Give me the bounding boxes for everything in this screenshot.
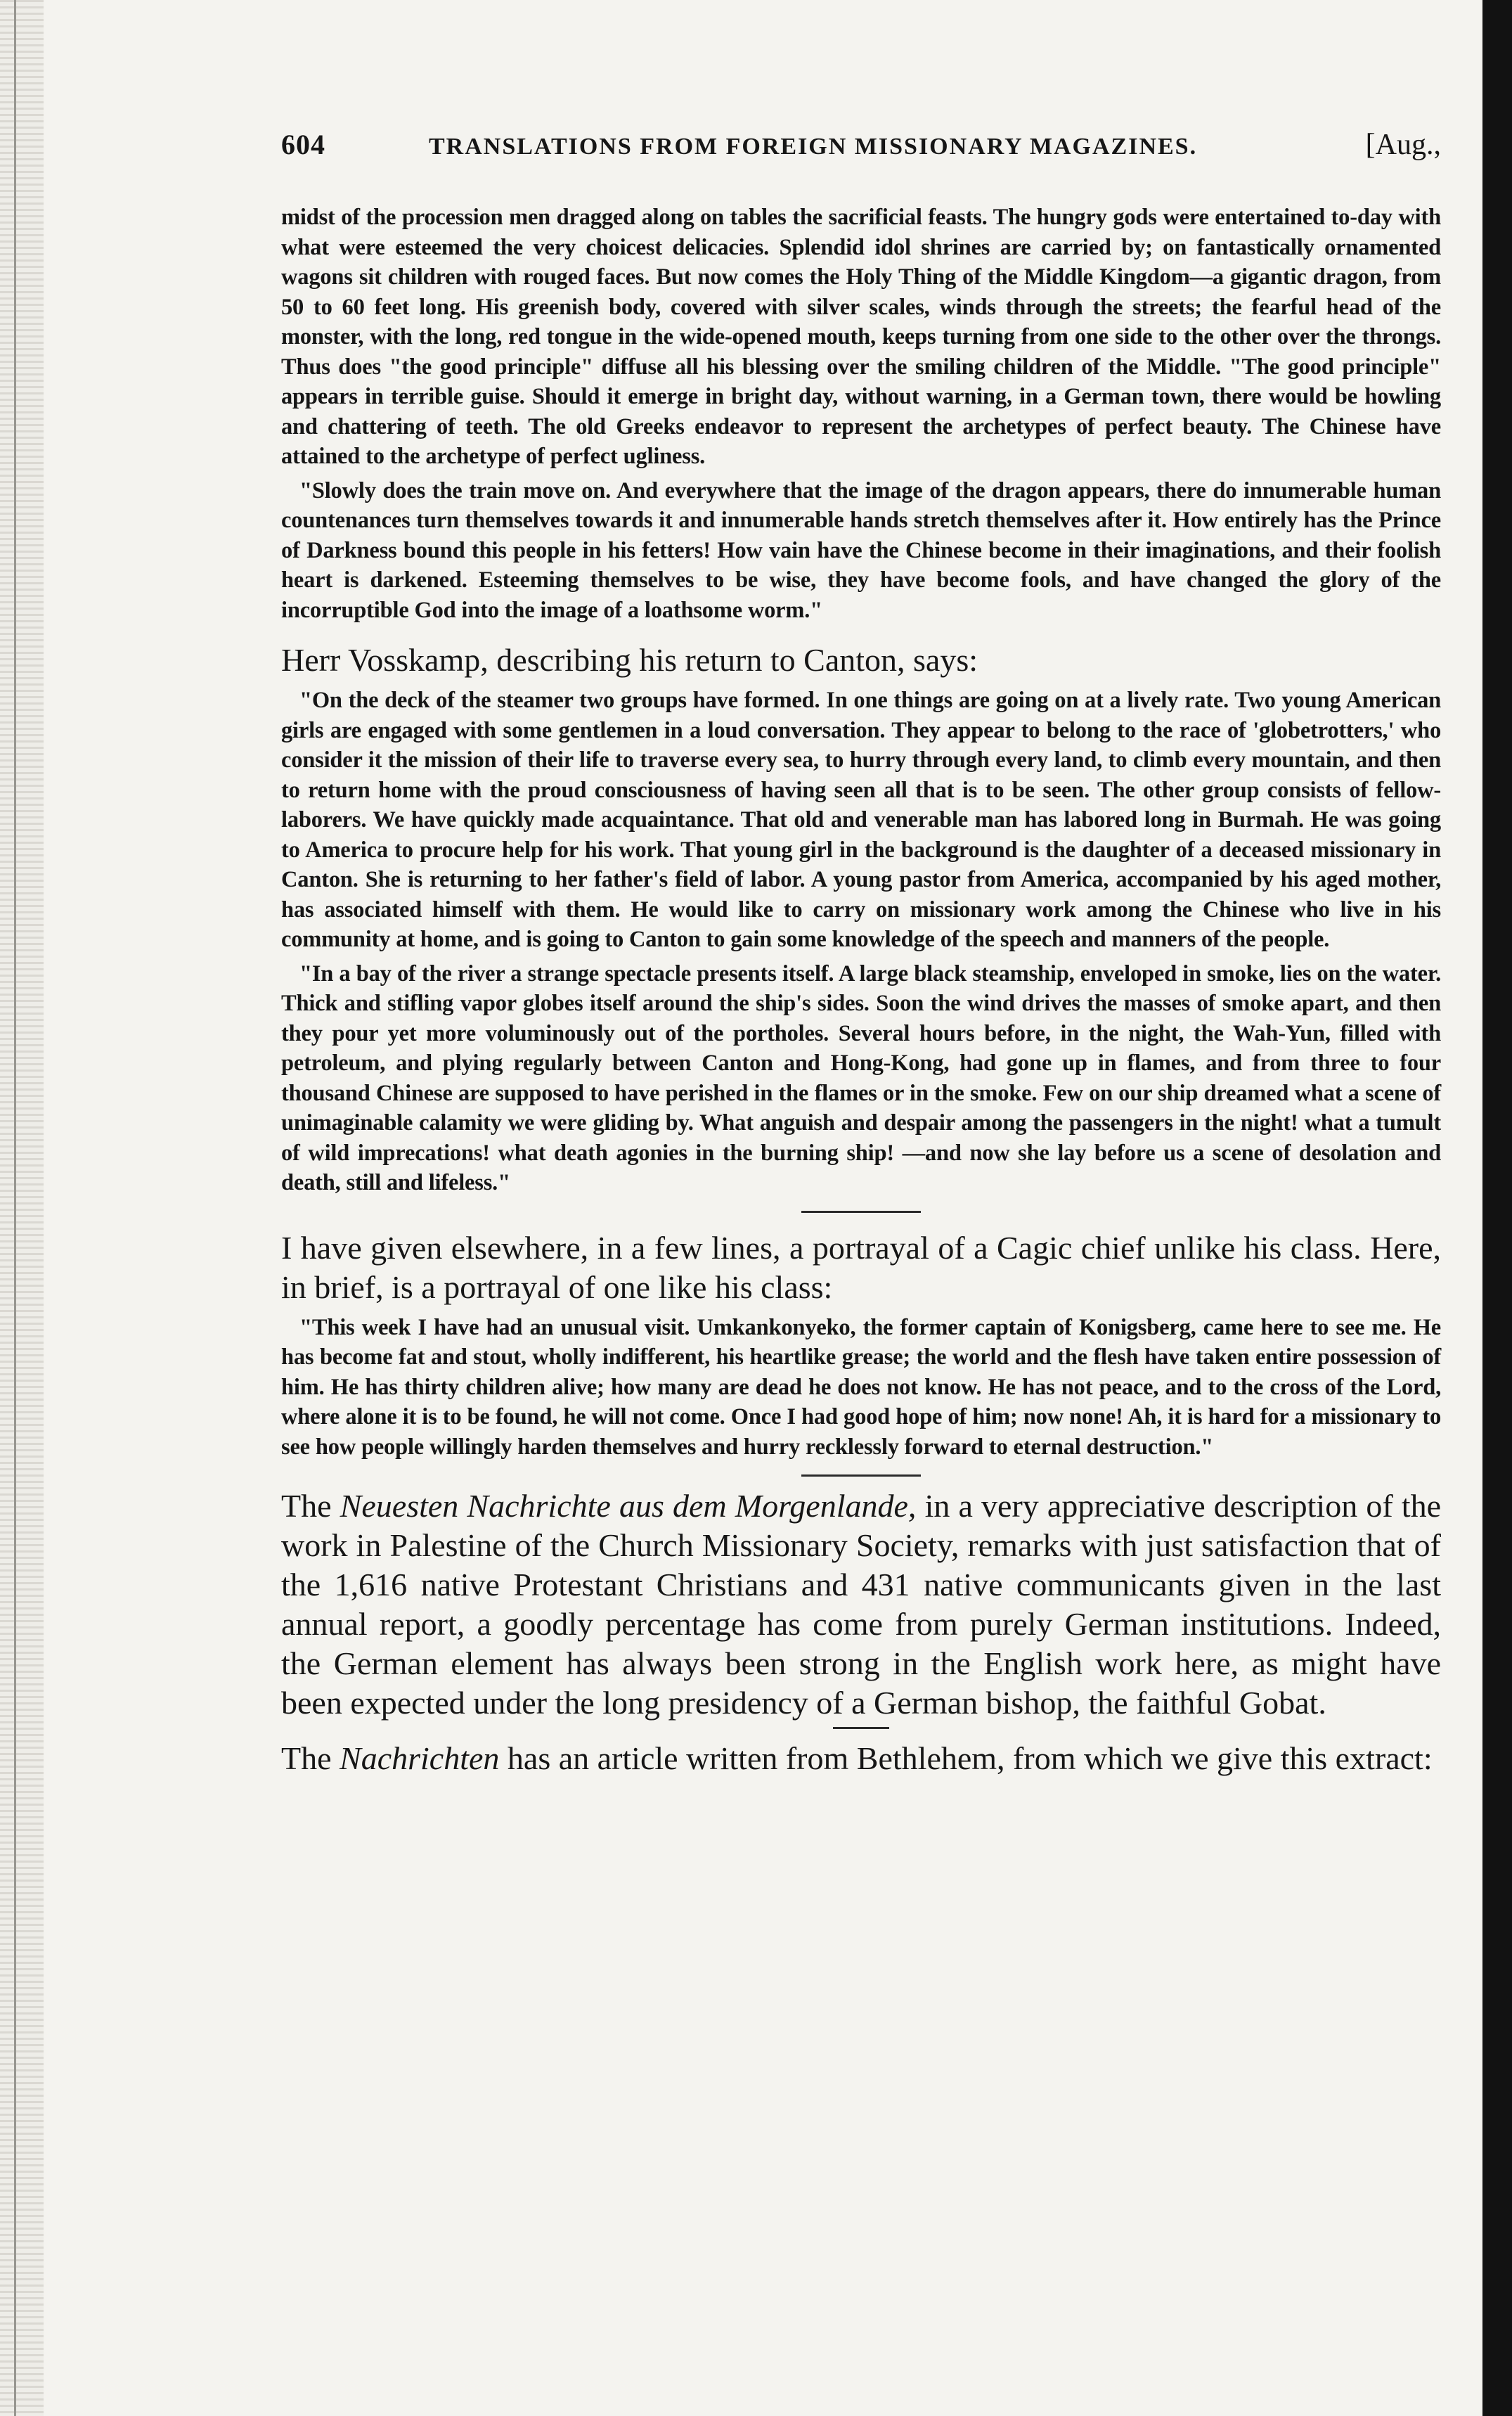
text-run: The — [281, 1488, 340, 1524]
cagic-quote — [281, 1313, 1441, 1463]
dragon-procession-section — [281, 203, 1441, 625]
vosskamp-quote — [281, 686, 1441, 1198]
scan-binding-edge — [0, 0, 44, 2416]
running-date: [Aug., — [1365, 129, 1441, 161]
paragraph: "This week I have had an unusual visit. Umkankonyeko, the former captain of Konigsberg, came here to see me. He has become fat and stout, wholly indifferent, his heartlike grease; the world and the flesh have taken entire possession of him. He has thirty children alive; how many are dead he does not know. He has not peace, and to the cross of the Lord, where alone it is to be found, he will not come. Once I had good hope of him; now none! Ah, it is hard for a missionary to see how people willingly harden themselves and hurry recklessly forward to eternal destruction." — [281, 1314, 1441, 1460]
page-number: 604 — [281, 129, 325, 160]
scan-dark-edge — [1482, 0, 1512, 2416]
paragraph: midst of the procession men dragged along on tables the sacrificial feasts. The hungry gods were entertained to-day with what were esteemed the very choicest delicacies. Splendid idol shrines are carried by; on fantastically ornamented wagons sit children with rouged faces. But now comes the Holy Thing of the Middle Kingdom—a gigantic dragon, from 50 to 60 feet long. His greenish body, covered with silver scales, winds through the streets; the fearful head of the monster, with the long, red tongue in the wide-opened mouth, keeps turning from one side to the other over the throngs. Thus does "the good principle" diffuse all his blessing over the smiling children of the Middle. "The good principle" appears in terrible guise. Should it emerge in bright day, without warning, in a German town, there would be howling and chattering of teeth. The old Greeks endeavor to represent the archetypes of perfect beauty. The Chinese have attained to the archetype of perfect ugliness. — [281, 205, 1441, 469]
paragraph: "Slowly does the train move on. And everywhere that the image of the dragon appears, there do innumerable human countenances turn themselves towards it and innumerable hands stretch themselves after it. How entirely has the Prince of Darkness bound this people in his fetters! How vain have the Chinese become in their imaginations, and their foolish heart is darkened. Esteeming themselves to be wise, they have become fools, and have changed the glory of the incorruptible God into the image of a loathsome worm." — [281, 477, 1441, 623]
document-page — [281, 128, 1441, 1778]
paragraph: "On the deck of the steamer two groups have formed. In one things are going on at a lively rate. Two young American girls are engaged with some gentlemen in a loud conversation. They appear to belong to the race of 'globetrotters,' who consider it the mission of their life to traverse every sea, to hurry through every land, to climb every mountain, and then to return home with the proud consciousness of having seen all that is to be seen. The other group consists of fellow-laborers. We have quickly made acquaintance. That old and venerable man has labored long in Burmah. He was going to America to procure help for his work. That young girl in the background is the daughter of a deceased missionary in Canton. She is returning to her father's field of labor. A young pastor from America, accompanied by his aged mother, has associated himself with them. He would like to carry on missionary work among the Chinese who live in his community at home, and is going to Canton to gain some knowledge of the speech and manners of the people. — [281, 688, 1441, 952]
publication-title: Nachrichten — [340, 1740, 500, 1776]
section-divider — [801, 1474, 921, 1477]
section-divider — [801, 1211, 921, 1213]
cagic-intro: I have given elsewhere, in a few lines, a portrayal of a Cagic chief unlike his class. Here, in brief, is a portrayal of one like his class: — [281, 1229, 1441, 1305]
section-divider — [833, 1727, 889, 1729]
running-header — [281, 128, 1441, 177]
nachrichten-paragraph — [281, 1739, 1441, 1778]
neuesten-paragraph — [281, 1486, 1441, 1723]
text-run: has an article written from Bethlehem, from which we give this extract: — [499, 1740, 1433, 1776]
paragraph: "In a bay of the river a strange spectacle presents itself. A large black steamship, enveloped in smoke, lies on the water. Thick and stifling vapor globes itself around the ship's sides. Soon the wind drives the masses of smoke apart, and then they pour yet more voluminously out of the portholes. Several hours before, in the night, the Wah-Yun, filled with petroleum, and plying regularly between Canton and Hong-Kong, had gone up in flames, and from three to four thousand Chinese are supposed to have perished in the flames or in the smoke. Few on our ship dreamed what a scene of unimaginable calamity we were gliding by. What anguish and despair among the passengers in the night! what a tumult of wild imprecations! what death agonies in the burning ship! —and now she lay before us a scene of desolation and death, still and lifeless." — [281, 960, 1441, 1195]
publication-title: Neuesten Nachrichte aus dem Morgenlande, — [340, 1488, 917, 1524]
text-run: The — [281, 1740, 340, 1776]
running-title: TRANSLATIONS FROM FOREIGN MISSIONARY MAGAZINES. — [429, 134, 1198, 160]
text-run: in a very appreciative description of the work in Palestine of the Church Missionary Society, remarks with just satisfaction that of the 1,616 native Protestant Christians and 431 native communicants given in the last annual report, a goodly percentage has come from purely German institutions. Indeed, the German element has always been strong in the English work here, as might have been expected under the long presidency of a German bishop, the faithful Gobat. — [281, 1488, 1442, 1721]
vosskamp-intro: Herr Vosskamp, describing his return to Canton, says: — [281, 642, 978, 678]
